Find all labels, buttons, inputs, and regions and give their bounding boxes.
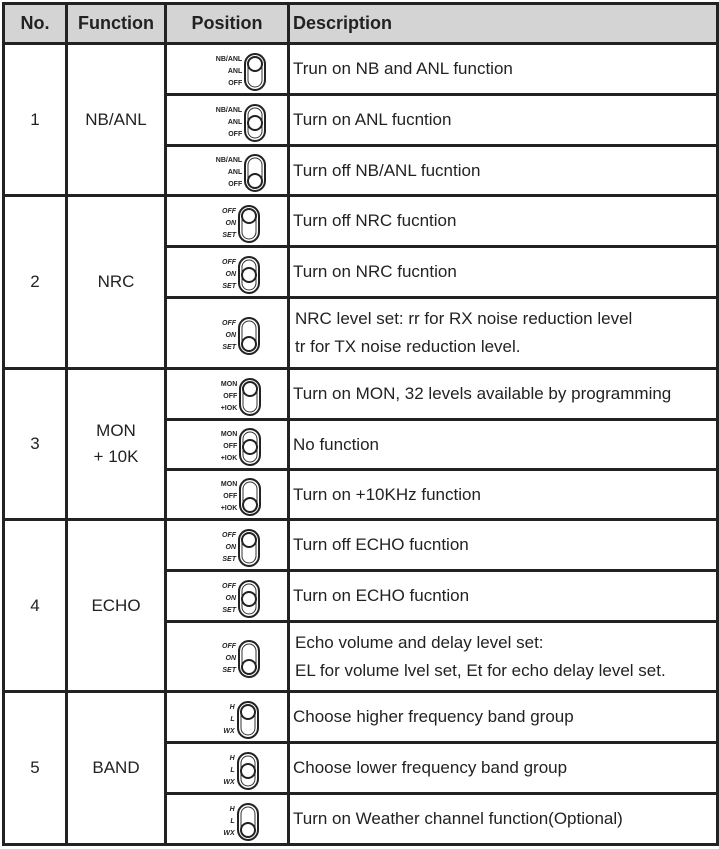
switch-label: SET [222,282,236,290]
description [289,571,718,622]
switch-labels [223,804,234,840]
switch-label: MON [220,431,238,438]
slide-switch-icon [221,478,262,516]
switch-labels [216,54,242,90]
description-line: Turn on +10KHz function [293,484,481,504]
switch-label: ON [225,270,236,278]
description-line: Turn off ECHO fucntion [293,535,469,554]
switch-position-cell [166,470,289,520]
description-line: Turn off NB/ANL fucntion [293,160,481,180]
description-line: No function [293,434,379,454]
header-no: No. [4,4,67,44]
function-switch-table [2,2,719,846]
slide-switch-icon [223,701,258,739]
switch-label: ANL [227,169,243,176]
description-line: Turn on NRC fucntion [293,262,457,281]
switch-label: L [230,817,235,825]
header-function: Function [67,4,166,44]
switch-position-cell [166,146,289,196]
slide-switch-icon [222,256,260,294]
header-position: Position [166,4,289,44]
switch-label: MON [220,481,238,488]
description-line: Echo volume and delay level set: [295,632,544,652]
switch-slot-icon [237,701,259,739]
switch-label: OFF [222,643,236,650]
switch-label: ON [225,543,236,551]
description [289,420,718,470]
switch-position-cell [166,369,289,420]
description-line: Turn on Weather channel function(Optional) [293,809,623,828]
description [289,794,718,845]
header-description: Description [289,4,718,44]
slide-switch-icon [222,580,260,618]
description [289,146,718,196]
switch-knob-icon [241,591,257,607]
description [289,196,718,247]
switch-knob-icon [247,173,263,189]
switch-labels [222,581,236,617]
switch-label: OFF [222,319,236,327]
switch-labels [221,479,238,515]
switch-slot-icon [239,478,261,516]
description [289,369,718,420]
description [289,743,718,794]
switch-label: +IOK [220,404,238,412]
switch-position-cell [166,247,289,298]
switch-slot-icon [244,53,266,91]
switch-label: OFF [223,493,238,500]
function-name [67,520,166,692]
table-row [4,692,718,743]
switch-label: SET [222,606,236,614]
description-line: Turn on ANL fucntion [293,110,452,129]
switch-position-cell [166,298,289,369]
switch-label: H [229,754,235,762]
slide-switch-icon [216,53,266,91]
switch-label: WX [223,778,235,786]
switch-label: OFF [228,181,243,188]
switch-knob-icon [247,115,263,131]
switch-label: OFF [222,258,236,266]
slide-switch-icon [223,803,258,841]
switch-slot-icon [239,428,261,466]
description-line: Choose lower frequency band group [293,758,568,777]
switch-position-cell [166,622,289,692]
function-name-line: NB/ANL [85,109,147,129]
switch-slot-icon [237,752,259,790]
switch-label: +IOK [220,455,238,462]
switch-label: +IOK [220,505,238,512]
switch-knob-icon [242,439,258,455]
switch-labels [222,530,236,566]
switch-label: MON [220,380,238,388]
switch-labels [223,702,234,738]
switch-position-cell [166,196,289,247]
switch-label: OFF [228,130,243,138]
switch-label: OFF [222,531,236,539]
description-line: tr for TX noise reduction level. [295,337,521,356]
switch-label: H [229,805,235,813]
switch-label: ON [225,594,236,602]
function-name [67,44,166,196]
switch-labels [216,155,242,191]
switch-labels [223,753,234,789]
function-name [67,369,166,520]
function-name-line: NRC [97,272,135,291]
switch-position-cell [166,794,289,845]
description-line: Turn off NRC fucntion [293,211,457,230]
switch-knob-icon [241,659,257,675]
switch-knob-icon [241,208,257,224]
switch-knob-icon [241,336,257,352]
switch-knob-icon [240,704,256,720]
item-number: 2 [4,196,67,369]
switch-label: ANL [227,118,243,126]
switch-slot-icon [244,154,266,192]
description [289,95,718,146]
switch-label: ON [225,655,236,662]
switch-knob-icon [240,763,256,779]
function-name-line: ECHO [91,595,141,615]
slide-switch-icon [216,154,266,192]
switch-label: ON [225,331,236,339]
switch-label: NB/ANL [215,157,243,164]
slide-switch-icon [221,378,262,416]
switch-label: L [230,715,235,723]
switch-knob-icon [247,56,263,72]
switch-label: OFF [223,443,238,450]
switch-knob-icon [240,822,256,838]
switch-label: SET [222,667,236,674]
function-name-line: BAND [92,758,140,777]
switch-position-cell [166,571,289,622]
switch-label: NB/ANL [215,106,243,114]
switch-position-cell [166,520,289,571]
description [289,520,718,571]
item-number: 1 [4,44,67,196]
switch-knob-icon [241,532,257,548]
switch-label: L [230,766,235,774]
description [289,470,718,520]
switch-slot-icon [238,580,260,618]
description [289,298,718,369]
switch-label: OFF [228,79,243,87]
slide-switch-icon [223,752,258,790]
switch-labels [222,318,236,354]
function-name-line: + 10K [93,447,139,466]
switch-position-cell [166,44,289,95]
switch-slot-icon [238,529,260,567]
table-row [4,520,718,571]
description [289,622,718,692]
switch-label: SET [222,231,236,239]
switch-slot-icon [237,803,259,841]
switch-label: H [229,703,235,711]
switch-position-cell [166,95,289,146]
table-row [4,369,718,420]
switch-slot-icon [238,640,260,678]
switch-slot-icon [239,378,261,416]
table-row [4,44,718,95]
slide-switch-icon [221,428,262,466]
switch-label: ON [225,219,236,227]
switch-label: WX [223,829,235,837]
switch-knob-icon [241,267,257,283]
switch-label: ANL [227,67,243,75]
description-line: EL for volume lvel set, Et for echo delay level set. [295,660,666,680]
table-row [4,196,718,247]
description-line: Turn on MON, 32 levels available by programming [293,384,672,403]
switch-label: SET [222,555,236,563]
slide-switch-icon [222,205,260,243]
function-name-line: MON [96,421,136,440]
switch-knob-icon [242,381,258,397]
description [289,692,718,743]
switch-labels [221,379,238,415]
switch-position-cell [166,420,289,470]
switch-label: WX [223,727,235,735]
switch-label: OFF [223,392,238,400]
switch-knob-icon [242,497,258,513]
description [289,247,718,298]
switch-labels [222,206,236,242]
switch-slot-icon [244,104,266,142]
switch-position-cell [166,692,289,743]
item-number: 5 [4,692,67,845]
description-line: Choose higher frequency band group [293,707,574,726]
switch-position-cell [166,743,289,794]
switch-label: NB/ANL [215,55,243,63]
slide-switch-icon [222,640,260,678]
switch-labels [222,641,236,677]
description-line: Trun on NB and ANL function [293,59,513,78]
item-number: 3 [4,369,67,520]
switch-labels [216,105,242,141]
switch-label: OFF [222,582,236,590]
switch-slot-icon [238,256,260,294]
switch-labels [221,429,238,465]
switch-slot-icon [238,317,260,355]
function-name [67,692,166,845]
description [289,44,718,95]
description-line: Turn on ECHO fucntion [293,586,470,605]
slide-switch-icon [216,104,266,142]
item-number: 4 [4,520,67,692]
function-name [67,196,166,369]
slide-switch-icon [222,317,260,355]
switch-label: OFF [222,207,236,215]
description-line: NRC level set: rr for RX noise reduction level [295,309,633,328]
switch-labels [222,257,236,293]
switch-slot-icon [238,205,260,243]
slide-switch-icon [222,529,260,567]
switch-label: SET [222,343,236,351]
header-row [4,4,718,44]
